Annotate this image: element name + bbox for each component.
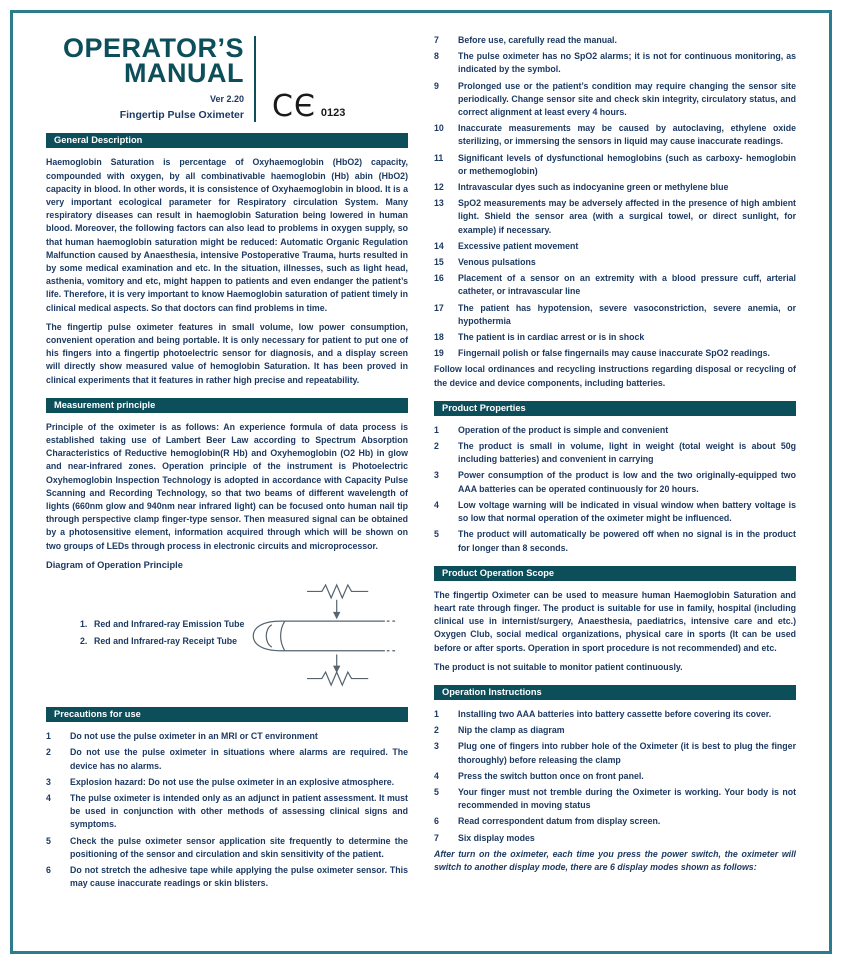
section-heading-product-properties: Product Properties: [434, 401, 796, 416]
list-item-text: The product is small in volume, light in weight (total weight is about 50g including batteries) and convenient in carrying: [458, 441, 796, 465]
list-item-number: 2: [46, 747, 51, 758]
list-item-number: 3: [434, 741, 439, 752]
list-item-number: 1: [434, 708, 439, 719]
list-item: [46, 730, 408, 743]
ce-mark: [272, 89, 346, 125]
page-title-line1: OPERATOR’S: [62, 33, 244, 63]
list-item-text: Inaccurate measurements may be caused by autoclaving, ethylene oxide sterilizing, or immersing the sensors in liquid may cause inaccurate readings.: [458, 123, 796, 147]
list-item: [434, 440, 796, 466]
list-item-text: Installing two AAA batteries into battery cassette before covering its cover.: [458, 708, 772, 719]
list-item: [46, 746, 408, 772]
list-item-text: The pulse oximeter has no SpO2 alarms; it is not for continuous monitoring, as indicated by the symbol.: [458, 51, 796, 75]
list-item: [434, 197, 796, 237]
section-heading-measurement-principle: Measurement principle: [46, 398, 408, 413]
list-item-text: Read correspondent datum from display screen.: [458, 816, 661, 827]
list-item-number: 1: [46, 731, 51, 742]
list-item-number: 12: [434, 182, 444, 193]
list-item: [434, 469, 796, 495]
diagram-title: Diagram of Operation Principle: [46, 559, 183, 570]
display-modes-note: After turn on the oximeter, each time you press the power switch, the oximeter will switch to another display mode, there are 6 display modes shown as follows:: [434, 848, 796, 872]
list-item-number: 7: [434, 832, 439, 843]
diagram-label-list: [80, 618, 244, 652]
list-item-text: The patient is in cardiac arrest or is in shock: [458, 332, 645, 343]
section-heading-operation-instructions: Operation Instructions: [434, 685, 796, 700]
list-item-text: Excessive patient movement: [458, 240, 579, 251]
list-item: [434, 740, 796, 766]
list-item-number: 6: [46, 864, 51, 875]
diagram-label-text: Red and Infrared-ray Emission Tube: [94, 618, 245, 629]
list-item-number: 16: [434, 273, 444, 284]
finger-sensor-diagram-icon: [244, 576, 402, 694]
list-item: [434, 272, 796, 298]
list-item: [434, 832, 796, 845]
list-item-number: 1: [434, 424, 439, 435]
list-item-text: The pulse oximeter is intended only as an adjunct in patient assessment. It must be used in conjunction with other methods of assessing clinical signs and symptoms.: [70, 792, 408, 830]
list-item: [434, 122, 796, 148]
list-item-text: Six display modes: [458, 832, 535, 843]
list-item-text: Power consumption of the product is low and the two originally-equipped two AAA batteries can be operated continuously for 20 hours.: [458, 470, 796, 494]
general-description-paragraph-2: The fingertip pulse oximeter features in small volume, low power consumption, convenient operation and being portable. It is only necessary for patient to put one of his fingers into a fingertip photoelectric sensor for diagnosis, and a display screen will directly show measured value of hemoglobin Saturation. It has been proved in clinical experiments that it features in rather high precise and repeatability.: [46, 321, 408, 385]
list-item: [434, 499, 796, 525]
list-item-number: 10: [434, 123, 444, 134]
product-properties-list: [434, 424, 796, 555]
product-subtitle: Fingertip Pulse Oximeter: [119, 109, 244, 122]
diagram-label: [80, 618, 244, 631]
list-item: [434, 302, 796, 328]
list-item: [434, 240, 796, 253]
section-heading-operation-scope: Product Operation Scope: [434, 566, 796, 581]
list-item-number: 2: [434, 725, 439, 736]
ce-notified-body-number: 0123: [320, 107, 346, 120]
diagram-label: [80, 635, 244, 648]
list-item-text: Intravascular dyes such as indocyanine green or methylene blue: [458, 182, 729, 193]
list-item-text: SpO2 measurements may be adversely affected in the presence of high ambient light. Shield the sensor area (with a surgical towel, or direct sunlight, for example) if necessary.: [458, 198, 796, 235]
list-item-number: 3: [46, 776, 51, 787]
list-item-number: 9: [434, 80, 439, 91]
list-item-text: Before use, carefully read the manual.: [458, 35, 617, 45]
operation-instructions-list: [434, 708, 796, 845]
list-item-number: 2: [434, 441, 439, 452]
list-item-text: Plug one of fingers into rubber hole of the Oximeter (it is best to plug the finger thoroughly) before releasing the clamp: [458, 741, 796, 765]
list-item-number: 5: [46, 835, 51, 846]
left-column: [46, 34, 408, 940]
list-item: [434, 50, 796, 76]
list-item: [434, 815, 796, 828]
list-item-text: The patient has hypotension, severe vasoconstriction, severe anemia, or hypothermia: [458, 302, 796, 326]
list-item-number: 18: [434, 332, 444, 343]
list-item-number: 3: [434, 470, 439, 481]
list-item-text: Nip the clamp as diagram: [458, 725, 565, 736]
list-item-number: 4: [434, 499, 439, 510]
list-item: [434, 528, 796, 554]
list-item-number: 15: [434, 257, 444, 268]
list-item-text: Your finger must not tremble during the Oximeter is working. Your body is not recommended in moving status: [458, 786, 796, 811]
right-column: [434, 34, 796, 940]
version-label: Ver 2.20: [209, 94, 244, 104]
title-block: [46, 33, 256, 122]
list-item: [46, 864, 408, 890]
list-item: [434, 770, 796, 783]
list-item: [434, 34, 796, 47]
precautions-list: [46, 730, 408, 890]
list-item-text: Venous pulsations: [458, 257, 536, 268]
list-item-number: 5: [434, 786, 439, 797]
list-item-number: 11: [434, 152, 444, 163]
list-item-text: The product will automatically be powered off when no signal is in the product for longer than 8 seconds.: [458, 529, 796, 553]
list-item: [434, 152, 796, 178]
list-item: [434, 331, 796, 344]
list-item-number: 5: [434, 529, 439, 540]
section-heading-precautions: Precautions for use: [46, 707, 408, 722]
list-item-number: 7: [434, 35, 439, 45]
list-item-text: Low voltage warning will be indicated in visual window when battery voltage is so low that normal operation of the oximeter might be influenced.: [458, 499, 796, 524]
list-item-text: Prolonged use or the patient’s condition may require changing the sensor site periodically. Change sensor site and check skin integrity, circulatory status, and correct alignment at least every 4 hours.: [458, 80, 796, 118]
list-item-text: Significant levels of dysfunctional hemoglobins (such as carboxy- hemoglobin or methemoglobin): [458, 152, 796, 176]
list-item-text: Placement of a sensor on an extremity with a blood pressure cuff, arterial catheter, or intravascular line: [458, 273, 796, 297]
list-item-number: 4: [46, 792, 51, 803]
list-item-number: 14: [434, 240, 444, 251]
list-item: [434, 724, 796, 737]
list-item-number: 6: [434, 816, 439, 827]
list-item-text: Do not use the pulse oximeter in an MRI or CT environment: [70, 731, 318, 742]
operation-scope-paragraph-1: The fingertip Oximeter can be used to measure human Haemoglobin Saturation and heart rate through finger. The product is suitable for use in family, hospital (including clinical use in internist/surgery, Anaesthesia, paediatrics, intensive care and etc.) Oxygen Club, social medical organizations, physical care in sports (It can be used before or after sports. Operation in sport procedure is not recommended) and etc.: [434, 589, 796, 653]
manual-header: [46, 33, 408, 125]
list-item: [434, 80, 796, 120]
list-item-number: 17: [434, 302, 444, 313]
two-column-layout: [46, 34, 796, 940]
list-item-number: 8: [434, 51, 439, 62]
list-item-text: Operation of the product is simple and convenient: [458, 424, 669, 435]
list-item: [46, 835, 408, 861]
diagram-label-number: 1.: [80, 618, 88, 629]
page-title: [46, 33, 244, 88]
list-item-text: Explosion hazard: Do not use the pulse oximeter in an explosive atmosphere.: [70, 776, 395, 787]
section-heading-general-description: General Description: [46, 133, 408, 148]
list-item: [434, 424, 796, 437]
list-item: [434, 256, 796, 269]
list-item-number: 13: [434, 198, 444, 209]
precautions-list-continued: [434, 34, 796, 360]
list-item: [46, 776, 408, 789]
list-item: [434, 786, 796, 812]
list-item: [434, 347, 796, 360]
list-item-text: Press the switch button once on front panel.: [458, 770, 644, 781]
list-item-text: Do not use the pulse oximeter in situations where alarms are required. The device has no alarms.: [70, 747, 408, 771]
diagram-label-number: 2.: [80, 636, 88, 647]
list-item: [434, 181, 796, 194]
list-item-text: Do not stretch the adhesive tape while applying the pulse oximeter sensor. This may cause inaccurate readings or skin blisters.: [70, 864, 408, 889]
diagram-label-text: Red and Infrared-ray Receipt Tube: [94, 636, 238, 647]
disposal-note: Follow local ordinances and recycling instructions regarding disposal or recycling of the device and device components, including batteries.: [434, 364, 796, 388]
list-item: [434, 708, 796, 721]
page-title-line2: MANUAL: [124, 58, 244, 88]
ce-mark-icon: CЄ: [272, 89, 316, 125]
list-item-number: 19: [434, 348, 444, 359]
list-item-text: Fingernail polish or false fingernails may cause inaccurate SpO2 readings.: [458, 348, 770, 359]
operation-principle-diagram: [46, 574, 408, 696]
operation-scope-paragraph-2: The product is not suitable to monitor patient continuously.: [434, 661, 683, 672]
list-item-text: Check the pulse oximeter sensor application site frequently to determine the positioning of the sensor and circulation and skin sensitivity of the patient.: [70, 835, 408, 859]
general-description-paragraph-1: Haemoglobin Saturation is percentage of Oxyhaemoglobin (HbO2) capacity, compounded with oxygen, by all combinativable haemoglobin (Hb) abin (HbO2) capacity in blood. In other words, it is consistence of Oxyhaemoglobin in blood. It is a very important ecological parameter for Respiratory circulation System. Many respiratory diseases can result in haemoglobin Saturation being lowered in human blood. Moreover, the following factors can also lead to problems in oxygen supply, so that human haemoglobin saturation might be reduced: Automatic Organic Regulation Malfunction caused by Anaesthesia, intensive Postoperative Trauma, hurts resulted in by some medical examination and etc. In the situation, illnesses, such as light head, asthenia, vomitory and etc, might happen to patients and even endanger the patient’s life. Therefore, it is very important to know Haemoglobin saturation of patient timely in clinical medical aspects. So that doctors can find problems in time.: [46, 157, 408, 313]
list-item: [46, 792, 408, 832]
measurement-principle-paragraph: Principle of the oximeter is as follows: An experience formula of data process is established taking use of Lambert Beer Law according to Spectrum Absorption Characteristics of Reductive hemoglobin(R Hb) and Oxyhemoglobin (O2 Hb) in glow and near-infrared zones. Operation principle of the instrument is Photoelectric Oxyhemoglobin Inspection Technology is adopted in accordance with Capacity Pulse Scanning and Recording Technology, so that two beams of different wavelength of lights (660nm glow and 940nm near infrared light) can be focused onto human nail tip through perspective clamp finger-type sensor. Then measured signal can be obtained by a photosensitive element, information acquired through which will be shown on two groups of LEDs through process in electronic circuits and microprocessor.: [46, 421, 408, 551]
list-item-number: 4: [434, 770, 439, 781]
